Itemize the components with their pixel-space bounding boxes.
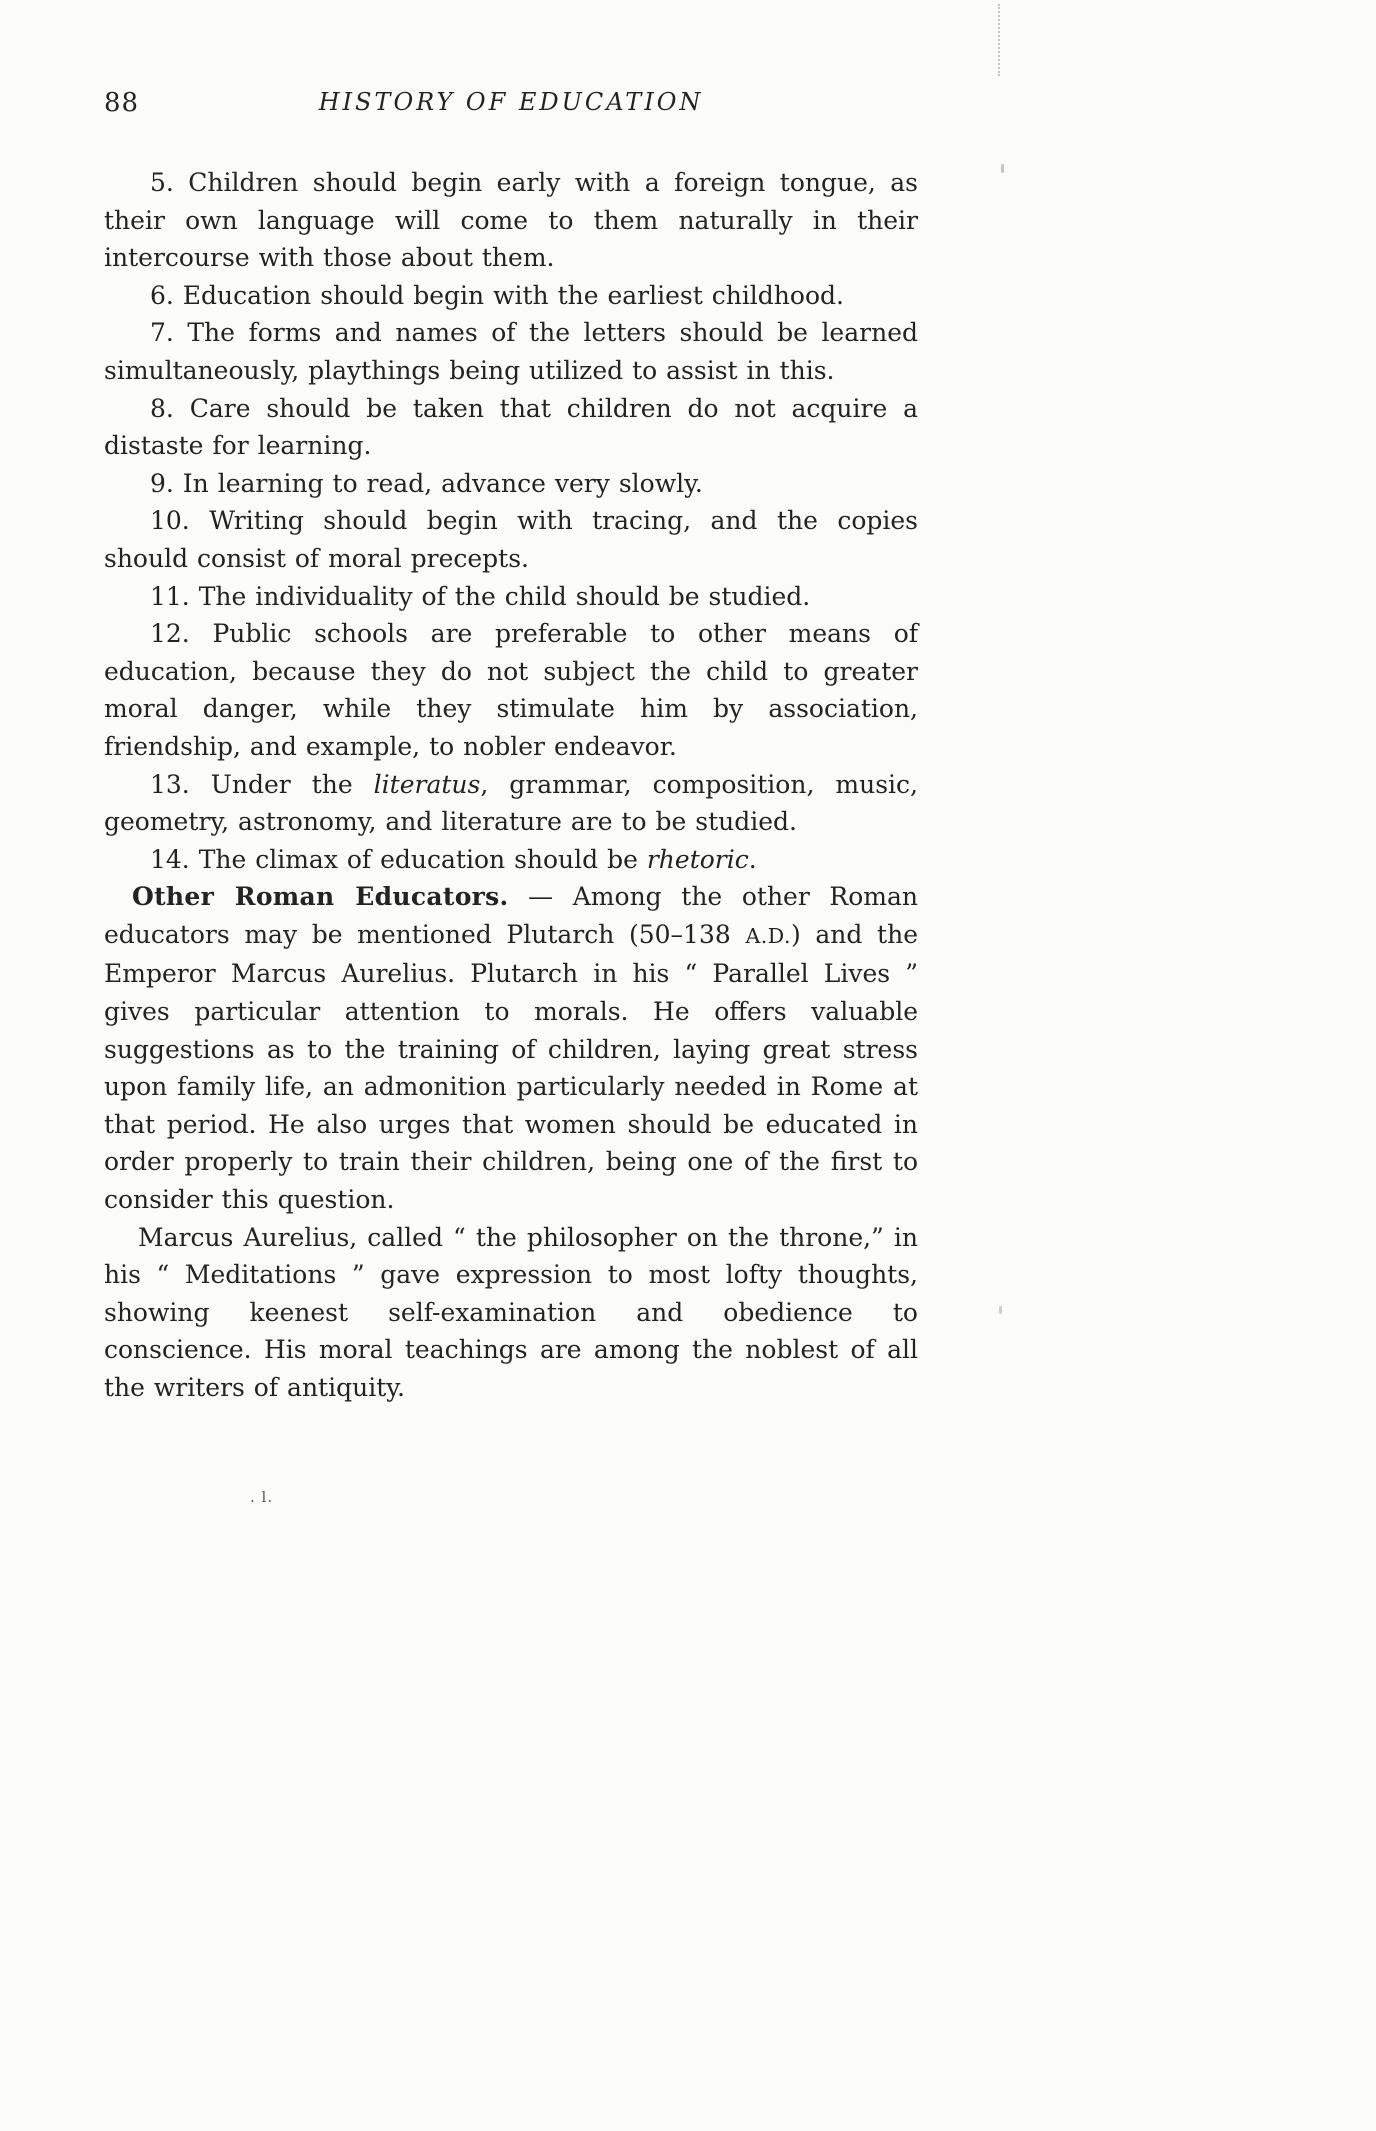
paragraph — [104, 615, 918, 765]
paragraph — [104, 502, 918, 577]
text-segment: , grammar, composition, music, geometry, astronomy, and literature are to be studied. — [104, 769, 918, 837]
scan-speck — [999, 1306, 1002, 1314]
scan-speck — [1001, 164, 1004, 173]
italic-term: literatus — [373, 769, 481, 799]
paragraph — [104, 878, 918, 1218]
paragraph — [104, 277, 918, 315]
text-segment: 12. Public schools are preferable to other means of education, because they do not subject the child to greater moral danger, while they stimulate him by association, friendship, and example, to nobler endeavor. — [104, 619, 918, 761]
text-segment: Marcus Aurelius, called “ the philosopher on the throne,” in his “ Meditations ” gave expression to most lofty thoughts, showing keenest self-examination and obedience to conscience. His moral teachings are among the noblest of all the writers of antiquity. — [104, 1222, 918, 1402]
text-segment: 11. The individuality of the child should be studied. — [150, 581, 811, 611]
paragraph — [104, 841, 918, 879]
running-header: HISTORY OF EDUCATION — [318, 88, 704, 116]
paragraph — [104, 465, 918, 503]
text-segment: 9. In learning to read, advance very slowly. — [150, 468, 703, 498]
paragraph — [104, 314, 918, 389]
page-header — [104, 86, 918, 122]
text-segment: 5. Children should begin early with a foreign tongue, as their own language will come to them naturally in their intercourse with those about them. — [104, 168, 918, 273]
page-body — [104, 164, 918, 1407]
text-segment: 13. Under the — [150, 769, 374, 799]
text-segment: 10. Writing should begin with tracing, and the copies should consist of moral precepts. — [104, 506, 918, 573]
text-segment: 7. The forms and names of the letters should be learned simultaneously, playthings being utilized to assist in this. — [104, 318, 918, 385]
text-segment: ) and the Emperor Marcus Aurelius. Plutarch in his “ Parallel Lives ” gives particular attention to morals. He offers valuable suggestions as to the training of children, laying great stress upon family life, an admonition particularly needed in Rome at that period. He also urges that women should be educated in order properly to train their children, being one of the first to consider this question. — [104, 919, 918, 1215]
paragraph — [104, 578, 918, 616]
text-segment: — Among the other Roman educators may be mentioned Plutarch (50–138 — [104, 882, 918, 949]
text-segment: 14. The climax of education should be — [150, 844, 647, 874]
footer-printing-mark: . l. — [250, 1488, 274, 1506]
paragraph — [104, 164, 918, 277]
paragraph — [104, 390, 918, 465]
paragraph — [104, 766, 918, 841]
scan-artifact-edge — [998, 4, 1000, 76]
text-block — [104, 86, 918, 1407]
era-abbreviation: A.D. — [745, 923, 791, 948]
text-segment: . — [748, 844, 757, 874]
text-segment: 8. Care should be taken that children do not acquire a distaste for learning. — [104, 393, 918, 461]
text-segment: 6. Education should begin with the earliest childhood. — [150, 280, 844, 310]
paragraph — [104, 1219, 918, 1407]
page-number: 88 — [104, 88, 140, 118]
italic-term: rhetoric — [646, 844, 749, 874]
bold-lead-in: Other Roman Educators. — [132, 882, 509, 912]
